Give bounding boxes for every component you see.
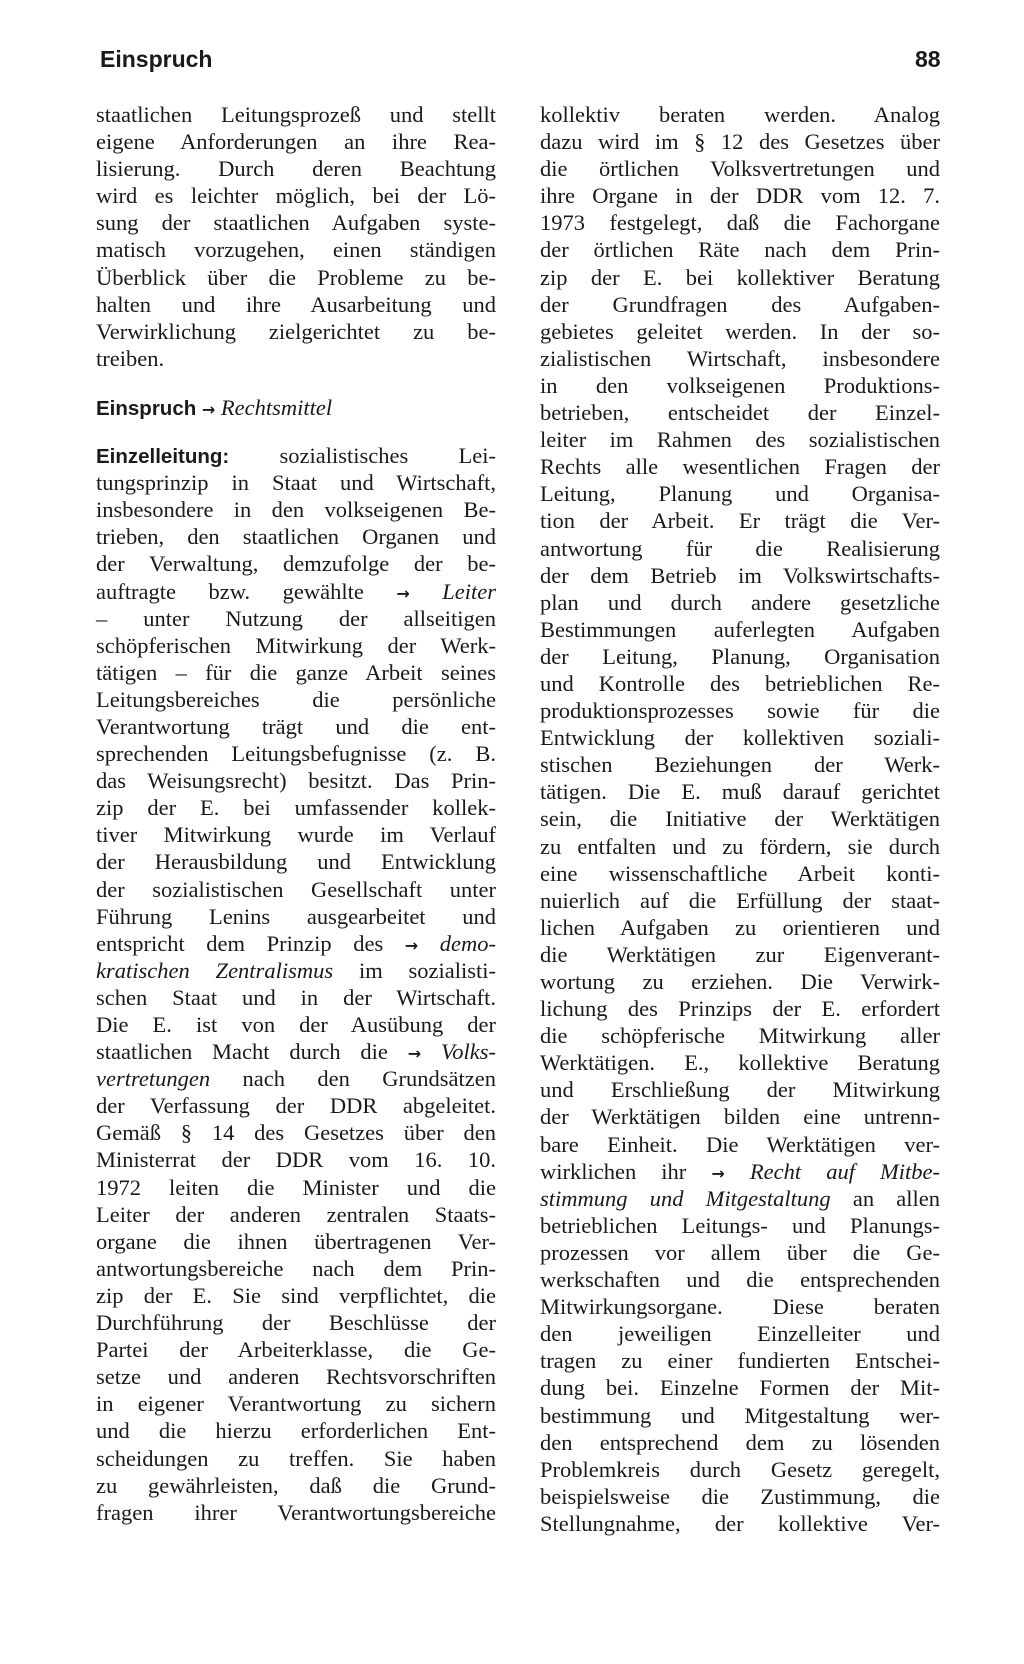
- text-line: in den volkseigenen Produktions-: [540, 372, 940, 398]
- text-line: Problemkreis durch Gesetz geregelt,: [540, 1456, 940, 1482]
- arrow-icon: →: [396, 583, 410, 603]
- arrow-icon: →: [407, 1044, 422, 1064]
- cross-reference: vertretungen: [96, 1066, 211, 1092]
- text-line: zip der E. bei umfassender kollek-: [96, 795, 496, 821]
- paragraph-continuation: [96, 101, 496, 372]
- text-line: die Werktätigen zur Eigenverant-: [540, 941, 940, 967]
- entry-term: Einzelleitung:: [96, 445, 230, 469]
- text-line: plan und durch andere gesetzliche: [540, 589, 940, 615]
- text-line: Einzelleitung: sozialistisches Lei-: [96, 443, 497, 469]
- text-line: betrieblichen Leitungs- und Planungs-: [540, 1212, 940, 1238]
- text-line: organe die ihnen übertragenen Ver-: [96, 1228, 496, 1254]
- text-line: schen Staat und in der Wirtschaft.: [96, 984, 496, 1010]
- cross-reference: demo-: [439, 930, 497, 956]
- text-line: staatlichen Macht durch die → Volks-: [96, 1039, 497, 1065]
- left-column: [96, 101, 496, 1526]
- text-line: – unter Nutzung der allseitigen: [96, 605, 496, 631]
- right-column: [540, 101, 940, 1537]
- cross-reference: Rechtsmittel: [220, 394, 333, 420]
- arrow-icon: →: [404, 935, 419, 955]
- text-line: [96, 394, 496, 421]
- text-line: und die hierzu erforderlichen Ent-: [96, 1418, 496, 1444]
- running-head: Einspruch: [100, 46, 213, 72]
- text-line: eine wissenschaftliche Arbeit konti-: [540, 860, 940, 886]
- text-line: stischen Beziehungen der Werk-: [540, 752, 940, 778]
- text-line: tiver Mitwirkung wurde im Verlauf: [96, 822, 496, 848]
- text-line: ihre Organe in der DDR vom 12. 7.: [540, 183, 940, 209]
- text-line: tätigen. Die E. muß darauf gerichtet: [540, 779, 940, 805]
- text-line: Rechts alle wesentlichen Fragen der: [540, 454, 940, 480]
- text-line: tion der Arbeit. Er trägt die Ver-: [540, 508, 940, 534]
- entry-einspruch: [96, 394, 496, 421]
- text-line: wird es leichter möglich, bei der Lö-: [96, 183, 496, 209]
- text-line: der dem Betrieb im Volkswirtschafts-: [540, 562, 940, 588]
- text-line: zu gewährleisten, daß die Grund-: [96, 1472, 496, 1498]
- text-line: zialistischen Wirtschaft, insbesondere: [540, 345, 940, 371]
- text-line: Die E. ist von der Ausübung der: [96, 1012, 496, 1037]
- text-line: Mitwirkungsorgane. Diese beraten: [540, 1294, 940, 1320]
- cross-reference: Volks-: [441, 1039, 497, 1065]
- text-line: antwortungsbereiche nach dem Prin-: [96, 1255, 496, 1281]
- text-line: der örtlichen Räte nach dem Prin-: [540, 237, 940, 263]
- text-line: wortung zu erziehen. Die Verwirk-: [540, 969, 940, 994]
- text-line: tungsprinzip in Staat und Wirtschaft,: [96, 470, 496, 496]
- text-line: kollektiv beraten werden. Analog: [540, 102, 940, 127]
- text-line: den jeweiligen Einzelleiter und: [540, 1321, 940, 1347]
- text-line: dazu wird im § 12 des Gesetzes über: [540, 129, 940, 155]
- cross-reference: kratischen Zentralismus: [96, 957, 334, 983]
- text-line: scheidungen zu treffen. Sie haben: [96, 1445, 496, 1471]
- page-number: 88: [915, 46, 941, 72]
- text-line: entspricht dem Prinzip des → demo-: [96, 930, 497, 956]
- text-line: 1973 festgelegt, daß die Fachorgane: [540, 210, 940, 236]
- arrow-icon: →: [201, 399, 216, 419]
- text-line: werkschaften und die entsprechenden: [540, 1267, 940, 1293]
- text-line: auftragte bzw. gewählte → Leiter: [96, 578, 497, 604]
- text-line: der Leitung, Planung, Organisation: [540, 643, 940, 669]
- text-line: bestimmung und Mitgestaltung wer-: [540, 1402, 940, 1428]
- text-line: beispielsweise die Zustimmung, die: [540, 1483, 940, 1509]
- text-line: stimmung und Mitgestaltung an allen: [540, 1185, 941, 1211]
- text-line: trieben, den staatlichen Organen und: [96, 524, 496, 550]
- text-line: Führung Lenins ausgearbeitet und: [96, 903, 496, 929]
- text-line: das Weisungsrecht) besitzt. Das Prin-: [96, 768, 496, 794]
- text-line: Bestimmungen auferlegten Aufgaben: [540, 616, 940, 642]
- text-line: produktionsprozesses sowie für die: [540, 698, 940, 724]
- text-line: der Grundfragen des Aufgaben-: [540, 291, 940, 317]
- text-line: Stellungnahme, der kollektive Ver-: [540, 1510, 940, 1536]
- text-line: der Verwaltung, demzufolge der be-: [96, 551, 496, 577]
- text-line: setze und anderen Rechtsvorschriften: [96, 1364, 496, 1390]
- text-line: Leiter der anderen zentralen Staats-: [96, 1201, 496, 1227]
- text-line: die örtlichen Volksvertretungen und: [540, 156, 940, 182]
- entry-term: Einspruch: [96, 396, 197, 420]
- text-line: vertretungen nach den Grundsätzen: [96, 1066, 497, 1092]
- text-line: Partei der Arbeiterklasse, die Ge-: [96, 1337, 496, 1363]
- text-line: staatlichen Leitungsprozeß und stellt: [96, 102, 496, 127]
- cross-reference: Recht auf Mitbe-: [749, 1158, 941, 1184]
- text-line: Werktätigen. E., kollektive Beratung: [540, 1050, 940, 1076]
- cross-reference: stimmung und Mitgestaltung: [540, 1185, 831, 1211]
- text-line: dung bei. Einzelne Formen der Mit-: [540, 1375, 940, 1401]
- text-line: betrieben, entscheidet der Einzel-: [540, 400, 940, 426]
- text-line: bare Einheit. Die Werktätigen ver-: [540, 1131, 940, 1157]
- text-line: lichung des Prinzips der E. erfordert: [540, 996, 940, 1022]
- text-line: Leitungsbereiches die persönliche: [96, 686, 496, 712]
- text-line: prozessen vor allem über die Ge-: [540, 1239, 940, 1265]
- text-line: lichen Aufgaben zu orientieren und: [540, 914, 940, 940]
- text-line: insbesondere in den volkseigenen Be-: [96, 497, 496, 523]
- text-line: in eigener Verantwortung zu sichern: [96, 1391, 496, 1417]
- text-line: Verwirklichung zielgerichtet zu be-: [96, 318, 496, 344]
- text-line: sprechenden Leitungsbefugnisse (z. B.: [96, 741, 496, 767]
- text-line: sung der staatlichen Aufgaben syste-: [96, 210, 496, 236]
- text-line: Verantwortung trägt und die ent-: [96, 713, 496, 739]
- text-line: den entsprechend dem zu lösenden: [540, 1429, 940, 1455]
- text-line: Durchführung der Beschlüsse der: [96, 1310, 496, 1336]
- text-line: die schöpferische Mitwirkung aller: [540, 1023, 940, 1049]
- text-line: treiben.: [96, 345, 165, 371]
- text-line: und Erschließung der Mitwirkung: [540, 1077, 940, 1103]
- text-line: und Kontrolle des betrieblichen Re-: [540, 670, 940, 696]
- text-line: zu entfalten und zu fördern, sie durch: [540, 833, 940, 859]
- text-line: sein, die Initiative der Werktätigen: [540, 806, 940, 832]
- text-line: halten und ihre Ausarbeitung und: [96, 291, 496, 317]
- text-line: leiter im Rahmen des sozialistischen: [540, 427, 940, 453]
- text-line: zip der E. Sie sind verpflichtet, die: [96, 1282, 496, 1308]
- text-line: nuierlich auf die Erfüllung der staat-: [540, 887, 940, 913]
- text-line: 1972 leiten die Minister und die: [96, 1174, 496, 1200]
- text-line: wirklichen ihr → Recht auf Mitbe-: [540, 1158, 941, 1184]
- text-line: tätigen – für die ganze Arbeit seines: [96, 659, 496, 685]
- text-line: kratischen Zentralismus im sozialisti-: [96, 957, 497, 983]
- text-line: schöpferischen Mitwirkung der Werk-: [96, 632, 496, 658]
- text-line: der Herausbildung und Entwicklung: [96, 849, 496, 875]
- text-line: tragen zu einer fundierten Entschei-: [540, 1348, 940, 1374]
- text-line: antwortung für die Realisierung: [540, 535, 940, 561]
- text-line: Entwicklung der kollektiven soziali-: [540, 725, 940, 751]
- text-line: der sozialistischen Gesellschaft unter: [96, 876, 496, 902]
- text-line: eigene Anforderungen an ihre Rea-: [96, 129, 496, 155]
- text-line: zip der E. bei kollektiver Beratung: [540, 264, 940, 290]
- text-line: gebietes geleitet werden. In der so-: [540, 318, 940, 344]
- text-line: Leitung, Planung und Organisa-: [540, 481, 940, 507]
- text-line: der Werktätigen bilden eine untrenn-: [540, 1104, 940, 1130]
- text-line: fragen ihrer Verantwortungsbereiche: [96, 1499, 496, 1525]
- text-line: der Verfassung der DDR abgeleitet.: [96, 1093, 496, 1119]
- text-line: lisierung. Durch deren Beachtung: [96, 156, 496, 182]
- text-line: Überblick über die Probleme zu be-: [96, 264, 496, 290]
- arrow-icon: →: [711, 1163, 725, 1183]
- text-line: matisch vorzugehen, einen ständigen: [96, 237, 496, 263]
- text-line: Gemäß § 14 des Gesetzes über den: [96, 1120, 496, 1146]
- cross-reference: Leiter: [442, 578, 497, 604]
- text-line: Ministerrat der DDR vom 16. 10.: [96, 1147, 496, 1173]
- entry-einzelleitung: [96, 442, 496, 1526]
